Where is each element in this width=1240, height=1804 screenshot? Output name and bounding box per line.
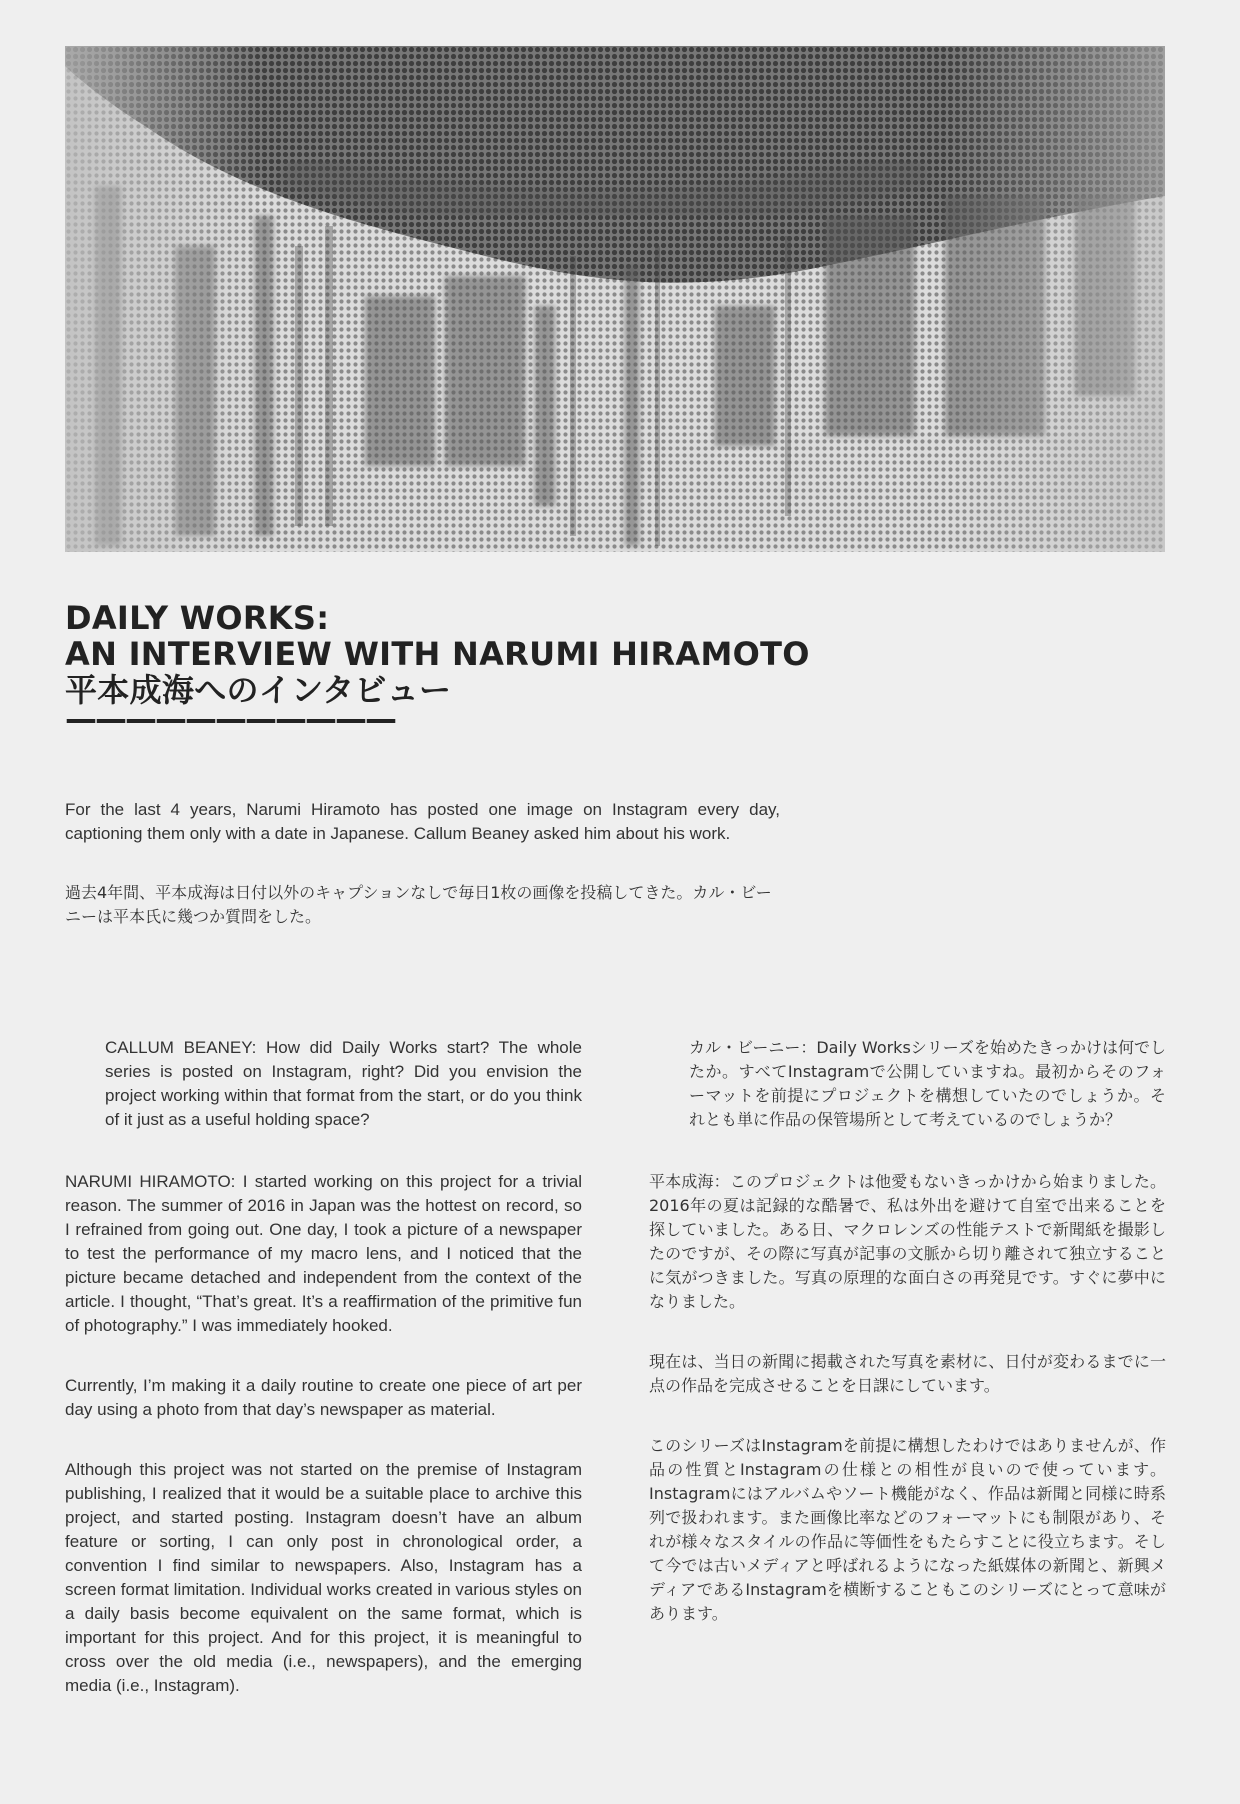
title-line-1: DAILY WORKS:	[65, 599, 330, 637]
question-japanese: カル・ビーニー：Daily Worksシリーズを始めたきっかけは何でしたか。すべてInstagramで公開していますね。最初からそのフォーマットを前提にプロジェクトを構想していたのでしょうか。それとも単に作品の保管場所として考えているのでしょうか？	[689, 1038, 1166, 1129]
title-line-2: AN INTERVIEW WITH NARUMI HIRAMOTO	[65, 635, 810, 673]
question-english: CALLUM BEANEY: How did Daily Works start? The whole series is posted on Instagram, right? Did you envision the project working within that format from the start, or do you think of it just as a useful holding space?	[105, 1038, 582, 1129]
newspaper-halftone-icon	[65, 46, 1165, 552]
intro-english: For the last 4 years, Narumi Hiramoto has posted one image on Instagram every day, captioning them only with a date in Japanese. Callum Beaney asked him about his work.	[65, 800, 780, 843]
japanese-column	[649, 1036, 1166, 1626]
title-rule: ———————————	[65, 700, 395, 738]
article-title	[65, 599, 845, 738]
english-column	[65, 1036, 582, 1698]
intro-japanese: 過去4年間、平本成海は日付以外のキャプションなしで毎日1枚の画像を投稿してきた。カル・ビーニーは平本氏に幾つか質問をした。	[65, 883, 772, 926]
hero-image	[65, 46, 1165, 552]
answer-english-1: NARUMI HIRAMOTO: I started working on this project for a trivial reason. The summer of 2016 in Japan was the hottest on record, so I refrained from going out. One day, I took a picture of a newspaper to test the performance of my macro lens, and I noticed that the picture became detached and independent from the context of the article. I thought, “That’s great. It’s a reaffirmation of the primitive fun of photography.” I was immediately hooked.	[65, 1172, 582, 1335]
answer-english-2: Currently, I’m making it a daily routine to create one piece of art per day using a photo from that day’s newspaper as material.	[65, 1376, 582, 1419]
answer-japanese-1: 平本成海：このプロジェクトは他愛もないきっかけから始まりました。2016年の夏は記録的な酷暑で、私は外出を避けて自室で出来ることを探していました。ある日、マクロレンズの性能テストで新聞紙を撮影したのですが、その際に写真が記事の文脈から切り離されて独立することに気がつきました。写真の原理的な面白さの再発見です。すぐに夢中になりました。	[649, 1172, 1166, 1311]
answer-japanese-2: 現在は、当日の新聞に掲載された写真を素材に、日付が変わるまでに一点の作品を完成させることを日課にしています。	[649, 1352, 1166, 1395]
answer-english-3: Although this project was not started on the premise of Instagram publishing, I realized that it would be a suitable place to archive this project, and started posting. Instagram doesn’t have an album feature or sorting, I can only post in chronological order, a convention I find similar to newspapers. Also, Instagram has a screen format limitation. Individual works created in various styles on a daily basis become equivalent on the same format, which is important for this project. And for this project, it is meaningful to cross over the old media (i.e., newspapers), and the emerging media (i.e., Instagram).	[65, 1460, 582, 1695]
answer-japanese-3: このシリーズはInstagramを前提に構想したわけではありませんが、作品の性質とInstagramの仕様との相性が良いので使っています。Instagramにはアルバムやソート機能がなく、作品は新聞と同様に時系列で扱われます。また画像比率などのフォーマットにも制限があり、それが様々なスタイルの作品に等価性をもたらすことに役立ちます。そして今では古いメディアと呼ばれるようになった紙媒体の新聞と、新興メディアであるInstagramを横断することもこのシリーズにとって意味があります。	[649, 1436, 1166, 1623]
title-line-3-jp: 平本成海へのインタビュー	[65, 671, 452, 709]
